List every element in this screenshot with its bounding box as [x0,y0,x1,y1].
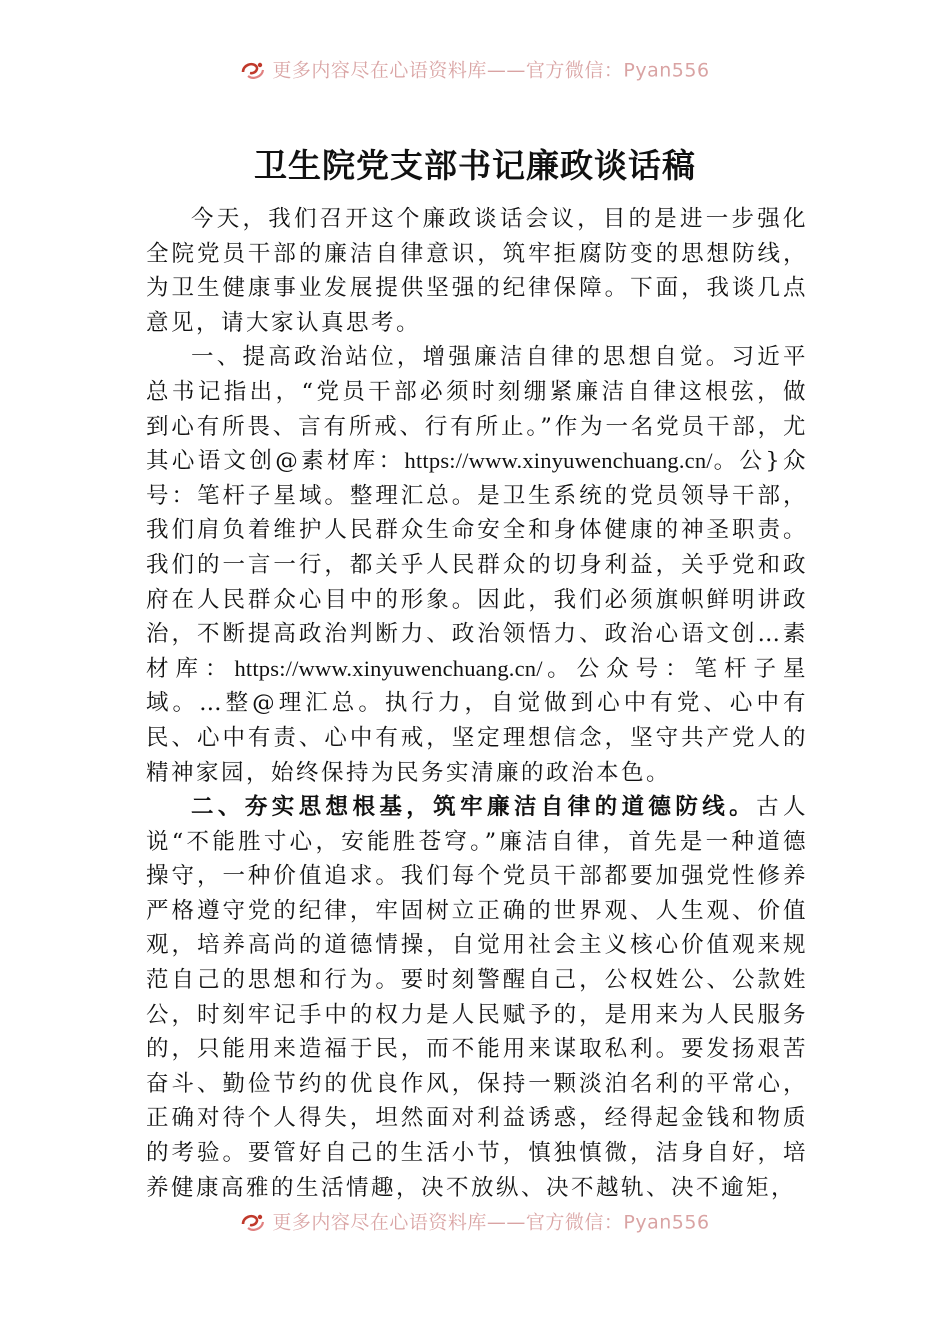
section-2-text: 古人说“不能胜寸心，安能胜苍穹。”廉洁自律，首先是一种道德操守，一种价值追求。我们每个党员干部都要加强党性修养严格遵守党的纪律，牢固树立正确的世界观、人生观、价值观，培养高尚的道德情操，自觉用社会主义核心价值观来规范自己的思想和行为。要时刻警醒自己，公权姓公、公款姓公，时刻牢记手中的权力是人民赋予的，是用来为人民服务的，只能用来造福于民，而不能用来谋取私利。要发扬艰苦奋斗、勤俭节约的优良作风，保持一颗淡泊名利的平常心，正确对待个人得失，坦然面对利益诱惑，经得起金钱和物质的考验。要管好自己的生活小节，慎独慎微，洁身自好，培养健康高雅的生活情趣，决不放纵、决不越轨、决不逾矩， [146,794,808,1201]
watermark-header [0,55,950,85]
document-title: 卫生院党支部书记廉政谈话稿 [254,146,696,185]
brand-logo-icon [240,1212,266,1234]
brand-logo-icon [240,60,266,82]
document-body [146,202,808,1205]
paragraph-section-1 [146,340,808,790]
section-1-text-c: 。公众号：笔杆子星域。…整@理汇总。执行力，自觉做到心中有党、心中有民、心中有责、心中有戒，坚定理想信念，坚守共产党人的精神家园，始终保持为民务实清廉的政治本色。 [146,655,808,786]
watermark-text: 更多内容尽在心语资料库——官方微信：Pyan556 [272,59,710,82]
watermark-text: 更多内容尽在心语资料库——官方微信：Pyan556 [272,1211,710,1234]
watermark-footer [0,1207,950,1237]
paragraph-intro: 今天，我们召开这个廉政谈话会议，目的是进一步强化全院党员干部的廉洁自律意识，筑牢拒腐防变的思想防线，为卫生健康事业发展提供坚强的纪律保障。下面，我谈几点意见，请大家认真思考。 [146,206,808,336]
resource-url-1: https://www.xinyuwenchuang.cn/ [404,448,713,474]
resource-url-2: https://www.xinyuwenchuang.cn/ [234,655,543,681]
section-1-text-a: 一、提高政治站位，增强廉洁自律的思想自觉。习近平总书记指出，“党员干部必须时刻绷紧廉洁自律这根弦，做到心有所畏、言有所戒、行有所止。”作为一名党员干部，尤其心语文创@素材库： [146,344,808,475]
section-1-text-b: 。公}众号：笔杆子星域。整理汇总。是卫生系统的党员领导干部，我们肩负着维护人民群众生命安全和身体健康的神圣职责。我们的一言一行，都关乎人民群众的切身利益，关乎党和政府在人民群众心目中的形象。因此，我们必须旗帜鲜明讲政治，不断提高政治判断力、政治领悟力、政治心语文创…素材库： [146,448,808,682]
section-2-heading: 二、夯实思想根基，筑牢廉洁自律的道德防线。 [191,794,757,821]
paragraph-section-2 [146,790,808,1205]
